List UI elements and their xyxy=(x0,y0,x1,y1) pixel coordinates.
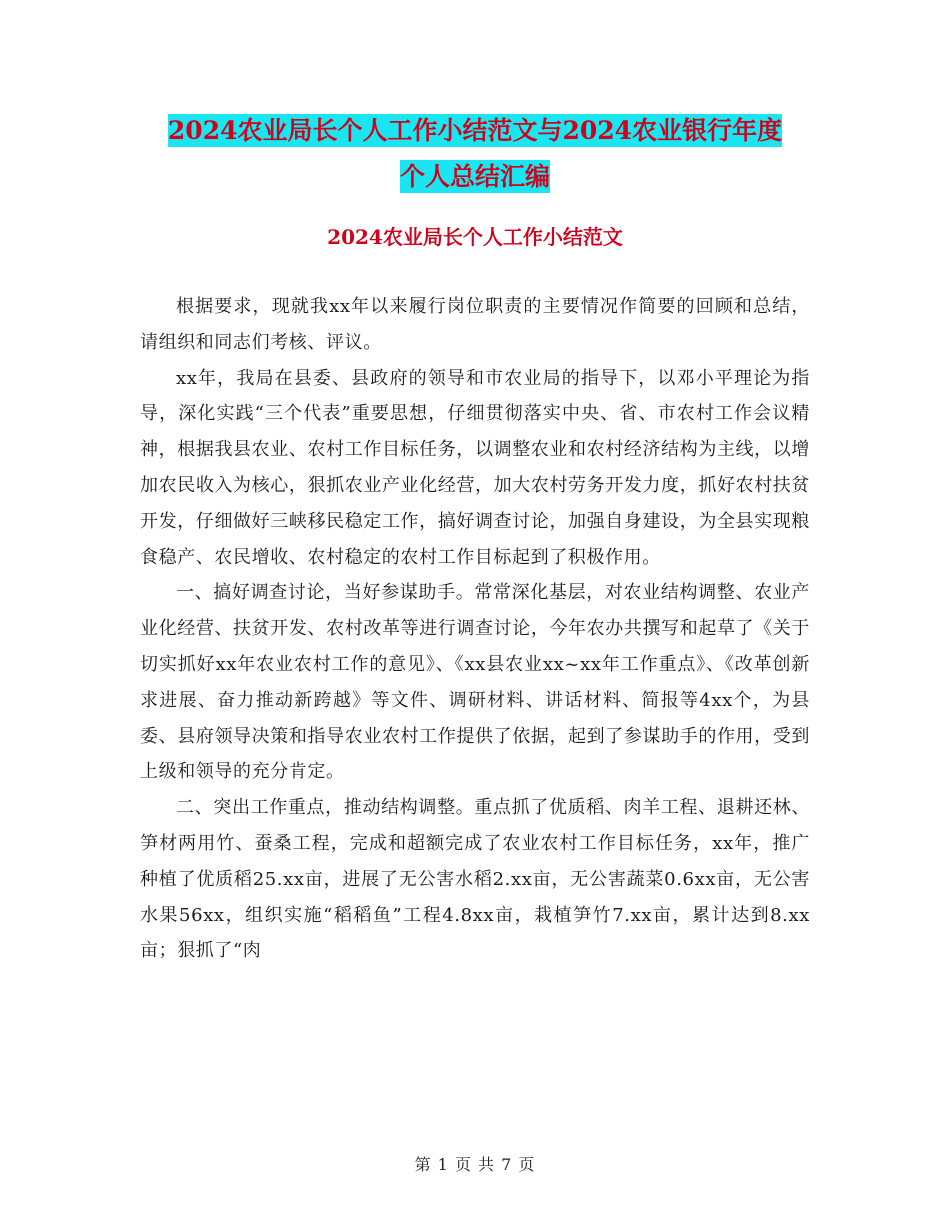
title-line-2: 个人总结汇编 xyxy=(399,162,550,191)
document-title xyxy=(0,108,950,200)
section-title: 2024农业局长个人工作小结范文 xyxy=(327,225,623,249)
title-line-1: 2024农业局长个人工作小结范文与2024农业银行年度 xyxy=(167,116,783,145)
paragraph: 二、突出工作重点，推动结构调整。重点抓了优质稻、肉羊工程、退耕还林、笋材两用竹、蚕桑工程，完成和超额完成了农业农村工作目标任务，xx年，推广种植了优质稻25.xx亩，进展了无公害水稻2.xx亩，无公害蔬菜0.6xx亩，无公害水果56xx，组织实施“稻稻鱼”工程4.8xx亩，栽植笋竹7.xx亩，累计达到8.xx亩；狠抓了“肉 xyxy=(140,797,810,962)
document-body xyxy=(140,289,810,969)
page-number: 第 1 页 共 7 页 xyxy=(414,1155,536,1174)
paragraph: xx年，我局在县委、县政府的领导和市农业局的指导下，以邓小平理论为指导，深化实践“三个代表”重要思想，仔细贯彻落实中央、省、市农村工作会议精神，根据我县农业、农村工作目标任务，以调整农业和农村经济结构为主线，以增加农民收入为核心，狠抓农业产业化经营，加大农村劳务开发力度，抓好农村扶贫开发，仔细做好三峡移民稳定工作，搞好调查讨论，加强自身建设，为全县实现粮食稳产、农民增收、农村稳定的农村工作目标起到了积极作用。 xyxy=(140,367,810,568)
paragraph: 一、搞好调查讨论，当好参谋助手。常常深化基层，对农业结构调整、农业产业化经营、扶贫开发、农村改革等进行调查讨论，今年农办共撰写和起草了《关于切实抓好xx年农业农村工作的意见》、《xx县农业xx~xx年工作重点》、《改革创新求进展、奋力推动新跨越》等文件、调研材料、讲话材料、简报等4xx个，为县委、县府领导决策和指导农业农村工作提供了依据，起到了参谋助手的作用，受到上级和领导的充分肯定。 xyxy=(140,582,810,783)
paragraph: 根据要求，现就我xx年以来履行岗位职责的主要情况作简要的回顾和总结，请组织和同志们考核、评议。 xyxy=(140,296,810,353)
